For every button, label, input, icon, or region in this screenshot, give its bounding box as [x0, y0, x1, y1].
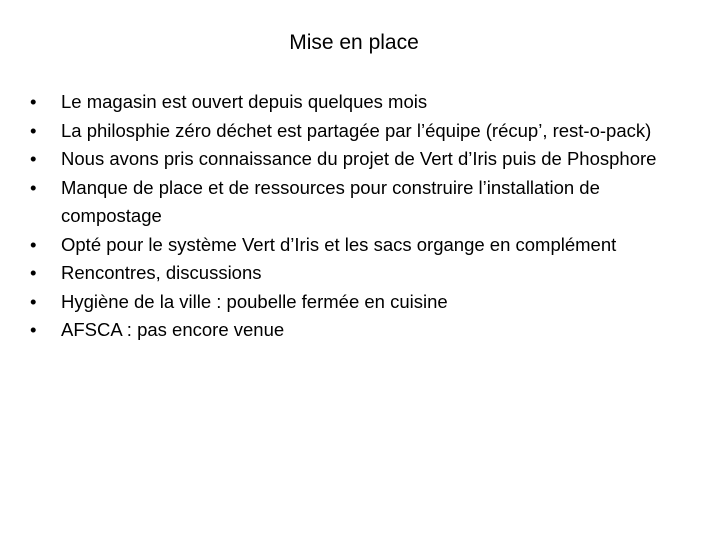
bullet-item: [30, 145, 670, 174]
bullet-item: [30, 259, 670, 288]
bullet-item: [30, 316, 670, 345]
bullet-dot-icon: •: [30, 233, 37, 255]
bullet-text: AFSCA : pas encore venue: [61, 319, 285, 340]
bullet-dot-icon: •: [30, 290, 37, 312]
bullet-text: Hygiène de la ville : poubelle fermée en cuisine: [61, 290, 448, 312]
bullet-dot-icon: •: [30, 319, 37, 340]
bullet-text: Manque de place et de ressources pour construire l’installation de compostage: [61, 176, 600, 226]
bullet-text: Nous avons pris connaissance du projet de Vert d’Iris puis de Phosphore: [61, 148, 657, 169]
bullet-text: Opté pour le système Vert d’Iris et les sacs organge en complément: [61, 233, 617, 255]
bullet-text: Rencontres, discussions: [61, 262, 262, 283]
bullet-text: Le magasin est ouvert depuis quelques mois: [61, 91, 428, 112]
bullet-list: [30, 88, 670, 345]
bullet-item: [30, 117, 670, 146]
bullet-dot-icon: •: [30, 91, 37, 112]
bullet-item: [30, 288, 670, 317]
bullet-item: [30, 88, 670, 117]
bullet-dot-icon: •: [30, 262, 37, 283]
bullet-text: La philosphie zéro déchet est partagée par l’équipe (récup’, rest-o-pack): [61, 119, 652, 141]
slide-title: Mise en place: [289, 31, 419, 54]
bullet-dot-icon: •: [30, 119, 37, 141]
bullet-dot-icon: •: [30, 176, 37, 198]
bullet-item: [30, 174, 670, 231]
bullet-item: [30, 231, 670, 260]
bullet-dot-icon: •: [30, 148, 37, 169]
